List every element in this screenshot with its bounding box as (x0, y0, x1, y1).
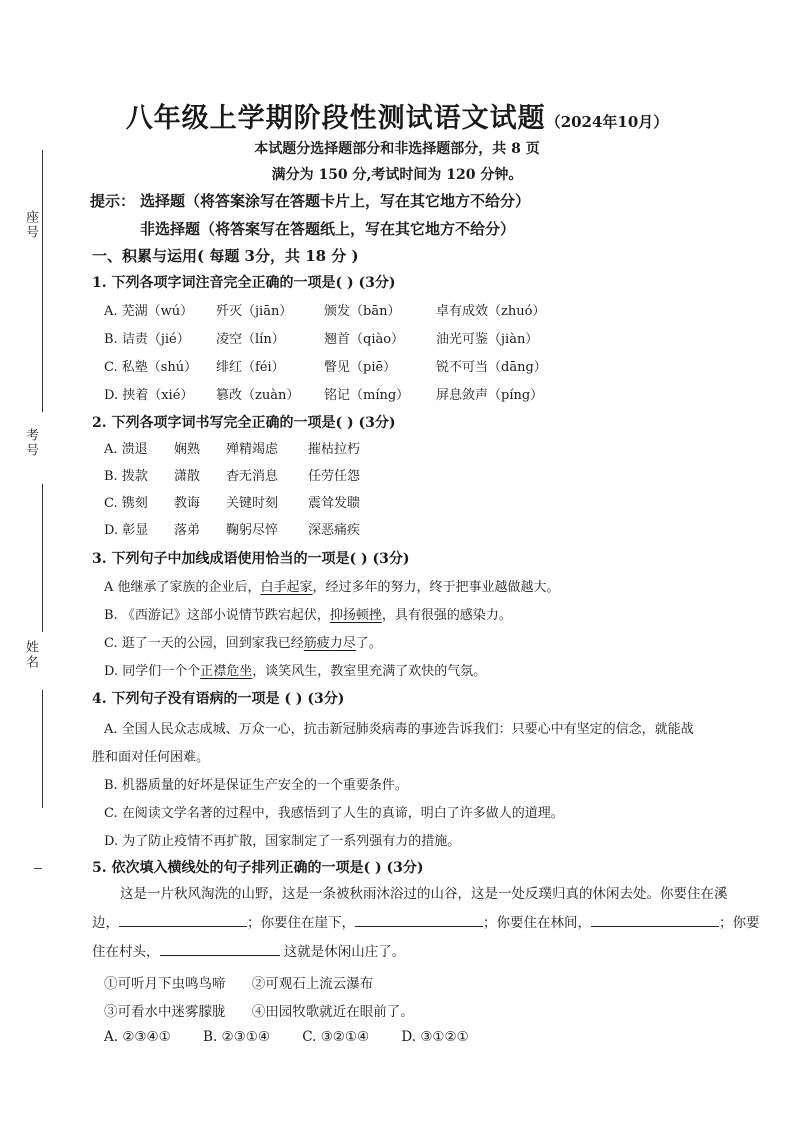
margin-rule (42, 484, 43, 632)
passage-text: 这就是休闲山庄了。 (279, 944, 406, 960)
option-item: 落弟 (174, 523, 201, 538)
option-item: 鞠躬尽悴 (226, 523, 279, 538)
option-item: 杳无消息 (226, 469, 279, 484)
option-item: 锐不可当（dāng） (436, 360, 547, 375)
option-item: 凌空（lín） (216, 332, 285, 347)
fill-blank[interactable] (355, 912, 483, 927)
section-heading: 一、积累与运用( 每题 3分，共 18 分 ) (92, 247, 359, 265)
passage-text: 边， (92, 915, 119, 931)
answer-option: A. ②③④① (104, 1029, 171, 1045)
question-5-stem: 5. 依次填入横线处的句子排列正确的一项是( ) (3分) (92, 860, 424, 876)
question-3-option-a (104, 576, 754, 595)
exam-number-label: 考号 (23, 428, 38, 458)
subtitle-score: 满分为 150 分,考试时间为 120 分钟。 (271, 167, 523, 183)
option-item: D. 彰显 (104, 523, 149, 538)
option-text: 了。 (355, 636, 382, 651)
option-text: ，谈笑风生，教室里充满了欢快的气氛。 (252, 664, 487, 679)
option-item: B. 诘责（jié） (104, 332, 190, 347)
answer-option: D. ③①②① (401, 1029, 469, 1045)
option-item: 油光可鉴（jiàn） (436, 332, 539, 347)
question-3-option-c (104, 632, 754, 651)
option-item: 关键时刻 (226, 496, 279, 511)
answer-option: C. ③②①④ (302, 1029, 370, 1045)
question-5-answer-options (104, 1029, 469, 1045)
question-5-sentence-row (104, 972, 373, 992)
question-4-option-d: D. 为了防止疫情不再扩散，国家制定了一系列强有力的措施。 (104, 834, 461, 849)
question-5-passage-line2 (92, 909, 764, 938)
question-3-option-b (104, 604, 754, 623)
option-item: 教诲 (174, 496, 201, 511)
option-item: C. 私塾（shú） (104, 360, 198, 375)
passage-text: ；你要住在林间， (483, 915, 591, 931)
notice-nonchoice: 非选择题（将答案写在答题纸上，写在其它地方不给分） (140, 220, 516, 238)
option-item: 屏息敛声（píng） (436, 388, 544, 403)
underlined-idiom: 筋疲力尽 (303, 636, 356, 651)
option-text: B. 《西游记》这部小说情节跌宕起伏， (104, 608, 330, 623)
question-1-option-row (104, 384, 574, 404)
name-label: 姓名 (23, 640, 38, 670)
question-3-stem: 3. 下列句子中加线成语使用恰当的一项是( ) (3分) (92, 551, 410, 567)
option-item: 任劳任怨 (308, 469, 361, 484)
title-text: 八年级上学期阶段性测试语文试题 (125, 103, 546, 134)
option-text: D. 同学们一个个 (104, 664, 201, 679)
question-4-stem: 4. 下列句子没有语病的一项是 ( ) (3分) (92, 691, 345, 707)
option-text: ，经过多年的努力，终于把事业越做越大。 (312, 580, 560, 595)
passage-text: ；你要 (719, 915, 760, 931)
option-item: 翘首（qiào） (324, 332, 405, 347)
fill-blank[interactable] (591, 912, 719, 927)
option-item: 铭记（míng） (324, 388, 410, 403)
question-2-option-row (104, 492, 574, 512)
option-item: 娴熟 (174, 442, 201, 457)
margin-rule (42, 690, 43, 808)
option-item: 颁发（bān） (324, 304, 401, 319)
option-text: C. 逛了一天的公园，回到家我已经 (104, 636, 304, 651)
option-item: B. 拨款 (104, 469, 148, 484)
question-2-option-row (104, 519, 574, 539)
option-item: 卓有成效（zhuó） (436, 304, 546, 319)
question-1-stem: 1. 下列各项字词注音完全正确的一项是( ) (3分) (92, 275, 396, 291)
page-title (0, 96, 794, 135)
option-item: 殚精竭虑 (226, 442, 279, 457)
seat-number-label: 座号 (23, 210, 38, 240)
question-1-option-row (104, 300, 574, 320)
option-item: 震耸发聩 (308, 496, 361, 511)
margin-rule (42, 150, 43, 412)
option-item: 绯红（féi） (216, 360, 285, 375)
fill-blank[interactable] (160, 941, 280, 956)
option-item: C. 镌刻 (104, 496, 148, 511)
option-item: 歼灭（jiān） (216, 304, 293, 319)
question-1-option-row (104, 328, 574, 348)
margin-tick (34, 868, 42, 869)
sentence-item: ④田园牧歌就近在眼前了。 (251, 1004, 414, 1020)
option-item: 瞥见（piē） (324, 360, 397, 375)
sentence-item: ①可听月下虫鸣鸟啼 (104, 976, 226, 992)
question-4-option-c: C. 在阅读文学名著的过程中，我感悟到了人生的真谛，明白了许多做人的道理。 (104, 806, 564, 821)
option-item: 篡改（zuàn） (216, 388, 300, 403)
underlined-idiom: 正襟危坐 (200, 664, 253, 679)
option-text: ，具有很强的感染力。 (381, 608, 512, 623)
question-2-option-row (104, 465, 574, 485)
option-item: A. 溃退 (104, 442, 148, 457)
option-text: A 他继承了家族的企业后， (104, 580, 261, 595)
question-4-option-a-line2: 胜和面对任何困难。 (92, 750, 210, 765)
answer-option: B. ②③①④ (203, 1029, 270, 1045)
passage-text: ；你要住在崖下， (247, 915, 355, 931)
underlined-idiom: 抑扬顿挫 (329, 608, 382, 623)
notice-prefix: 提示： (90, 192, 136, 210)
sentence-item: ②可观石上流云瀑布 (251, 976, 374, 992)
title-date: （2024年10月） (545, 113, 669, 131)
option-item: 摧枯拉朽 (308, 442, 361, 457)
sentence-item: ③可看水中迷雾朦胧 (104, 1004, 226, 1020)
question-5-sentence-row (104, 1000, 414, 1020)
notice-choice: 选择题（将答案涂写在答题卡片上，写在其它地方不给分） (140, 192, 531, 210)
passage-text: 住在村头， (92, 944, 160, 960)
question-5-passage-line1: 这是一片秋风淘洗的山野，这是一条被秋雨沐浴过的山谷，这是一处反璞归真的休闲去处。你要住在溪 (120, 886, 728, 902)
question-3-option-d (104, 660, 754, 679)
option-item: D. 挟着（xié） (104, 388, 194, 403)
underlined-idiom: 白手起家 (260, 580, 313, 595)
question-4-option-b: B. 机器质量的好坏是保证生产安全的一个重要条件。 (104, 778, 408, 793)
question-4-option-a-line1: A. 全国人民众志成城、万众一心，抗击新冠肺炎病毒的事迹告诉我们：只要心中有坚定的信念，就能战 (104, 722, 694, 737)
subtitle-pages: 本试题分选择题部分和非选择题部分，共 8 页 (254, 141, 540, 157)
option-item: 深恶痛疾 (308, 523, 361, 538)
question-1-option-row (104, 356, 574, 376)
question-2-option-row (104, 438, 574, 458)
question-5-passage-line3 (92, 938, 764, 967)
option-item: 潇散 (174, 469, 201, 484)
option-item: A. 芜湖（wú） (104, 304, 194, 319)
fill-blank[interactable] (119, 912, 247, 927)
question-2-stem: 2. 下列各项字词书写完全正确的一项是( ) (3分) (92, 415, 396, 431)
